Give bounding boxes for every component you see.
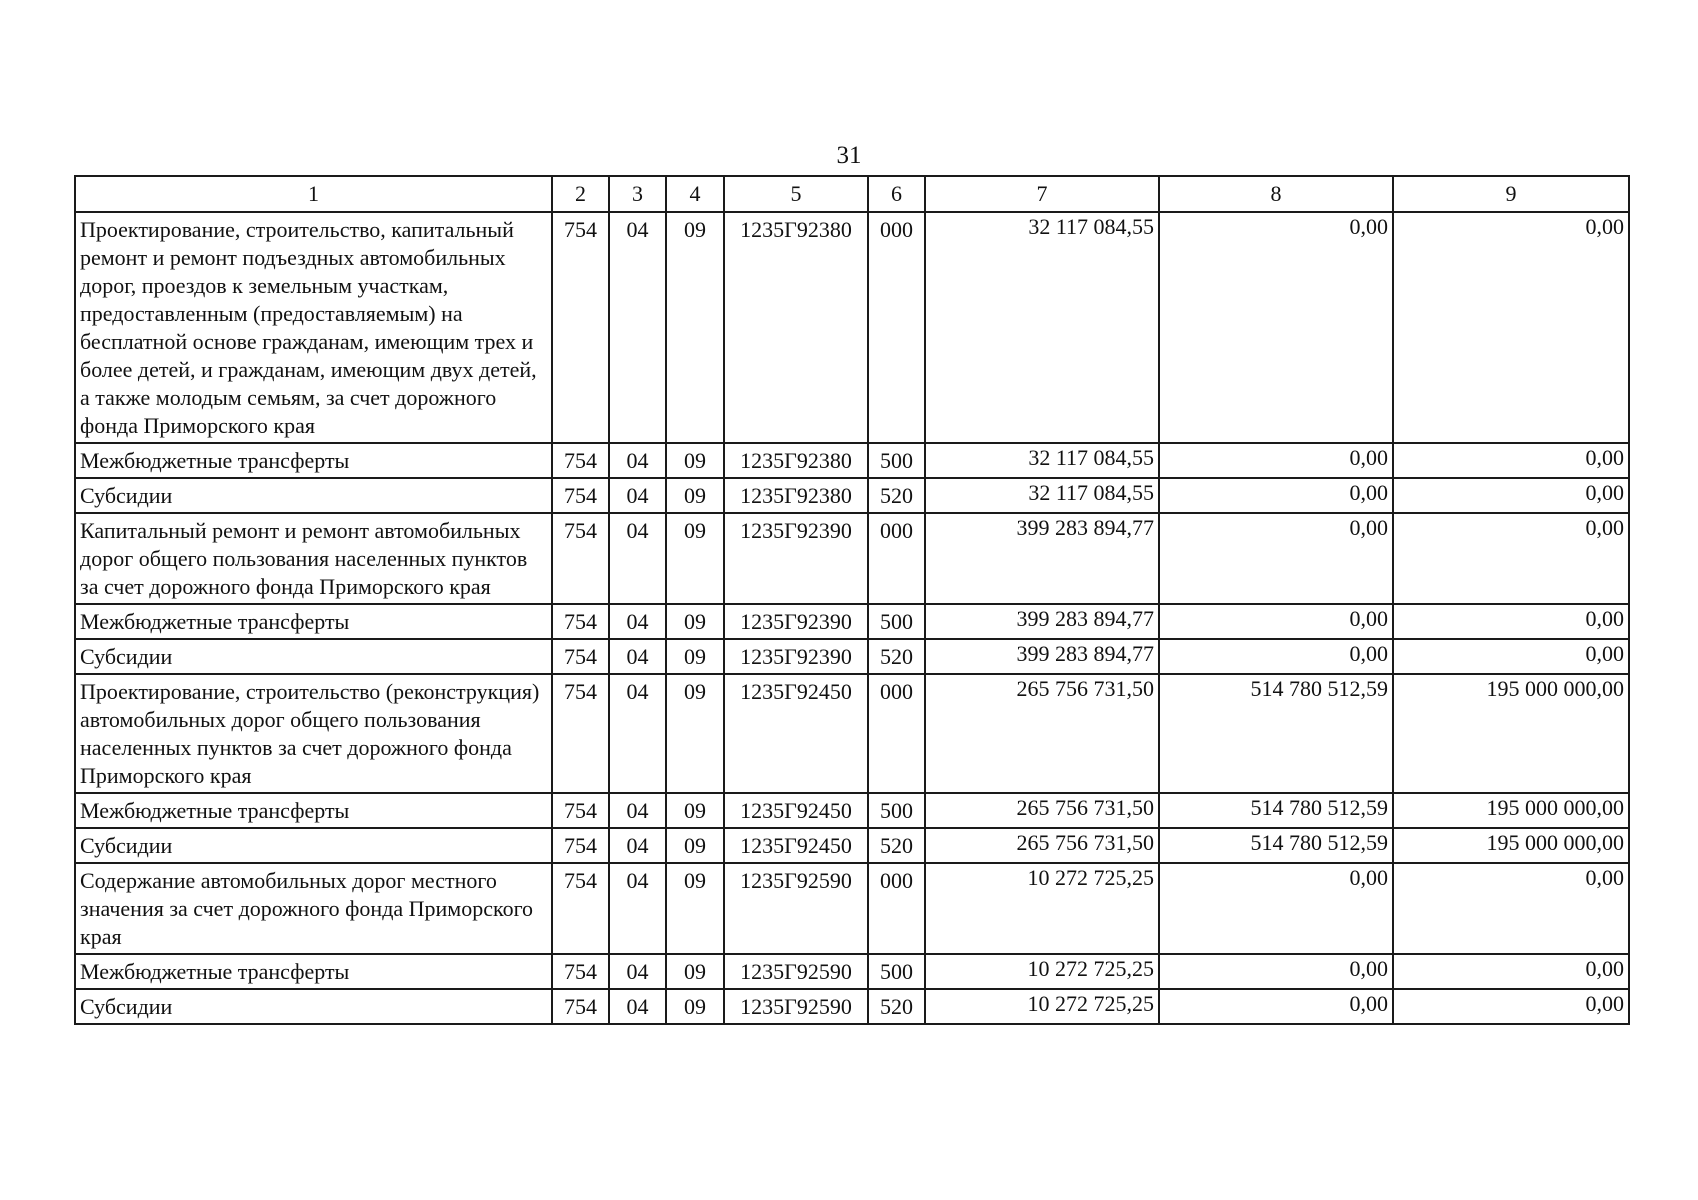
subsection-code-cell: 09 xyxy=(666,513,724,604)
header-cell: 6 xyxy=(868,176,925,212)
expense-type-cell: 520 xyxy=(868,828,925,863)
header-cell: 1 xyxy=(75,176,552,212)
table-row xyxy=(75,443,1629,478)
subsection-code-cell: 09 xyxy=(666,989,724,1024)
section-code-cell: 04 xyxy=(609,443,666,478)
row-name-cell: Субсидии xyxy=(75,478,552,513)
expense-type-cell: 000 xyxy=(868,674,925,793)
header-row xyxy=(75,176,1629,212)
amount-col9-cell: 0,00 xyxy=(1393,954,1629,989)
target-code-cell: 1235Г92380 xyxy=(724,212,868,443)
page-number: 31 xyxy=(836,142,862,169)
subsection-code-cell: 09 xyxy=(666,863,724,954)
header-cell: 2 xyxy=(552,176,609,212)
amount-col7-cell: 10 272 725,25 xyxy=(925,954,1159,989)
expense-type-cell: 000 xyxy=(868,513,925,604)
expense-type-cell: 500 xyxy=(868,793,925,828)
target-code-cell: 1235Г92450 xyxy=(724,828,868,863)
row-name-cell: Межбюджетные трансферты xyxy=(75,443,552,478)
table-row xyxy=(75,989,1629,1024)
ministry-code-cell: 754 xyxy=(552,793,609,828)
ministry-code-cell: 754 xyxy=(552,828,609,863)
amount-col7-cell: 10 272 725,25 xyxy=(925,989,1159,1024)
ministry-code-cell: 754 xyxy=(552,604,609,639)
row-name-cell: Субсидии xyxy=(75,989,552,1024)
amount-col8-cell: 0,00 xyxy=(1159,443,1393,478)
section-code-cell: 04 xyxy=(609,478,666,513)
expense-type-cell: 520 xyxy=(868,639,925,674)
subsection-code-cell: 09 xyxy=(666,212,724,443)
subsection-code-cell: 09 xyxy=(666,443,724,478)
table-row xyxy=(75,954,1629,989)
subsection-code-cell: 09 xyxy=(666,793,724,828)
amount-col8-cell: 0,00 xyxy=(1159,989,1393,1024)
row-name-cell: Межбюджетные трансферты xyxy=(75,793,552,828)
table-row xyxy=(75,513,1629,604)
expense-type-cell: 500 xyxy=(868,954,925,989)
amount-col8-cell: 514 780 512,59 xyxy=(1159,828,1393,863)
table-row xyxy=(75,639,1629,674)
subsection-code-cell: 09 xyxy=(666,639,724,674)
amount-col8-cell: 0,00 xyxy=(1159,212,1393,443)
amount-col9-cell: 195 000 000,00 xyxy=(1393,828,1629,863)
amount-col9-cell: 195 000 000,00 xyxy=(1393,674,1629,793)
section-code-cell: 04 xyxy=(609,212,666,443)
amount-col9-cell: 0,00 xyxy=(1393,212,1629,443)
section-code-cell: 04 xyxy=(609,793,666,828)
section-code-cell: 04 xyxy=(609,604,666,639)
expense-type-cell: 520 xyxy=(868,478,925,513)
ministry-code-cell: 754 xyxy=(552,674,609,793)
table-row xyxy=(75,604,1629,639)
section-code-cell: 04 xyxy=(609,828,666,863)
target-code-cell: 1235Г92590 xyxy=(724,863,868,954)
table-row xyxy=(75,793,1629,828)
section-code-cell: 04 xyxy=(609,863,666,954)
amount-col9-cell: 0,00 xyxy=(1393,443,1629,478)
amount-col7-cell: 399 283 894,77 xyxy=(925,604,1159,639)
header-cell: 9 xyxy=(1393,176,1629,212)
amount-col9-cell: 0,00 xyxy=(1393,513,1629,604)
subsection-code-cell: 09 xyxy=(666,674,724,793)
expense-type-cell: 500 xyxy=(868,604,925,639)
header-cell: 7 xyxy=(925,176,1159,212)
amount-col9-cell: 0,00 xyxy=(1393,639,1629,674)
header-cell: 8 xyxy=(1159,176,1393,212)
amount-col9-cell: 195 000 000,00 xyxy=(1393,793,1629,828)
row-name-cell: Капитальный ремонт и ремонт автомобильных дорог общего пользования населенных пунктов за счет дорожного фонда Приморского края xyxy=(75,513,552,604)
target-code-cell: 1235Г92390 xyxy=(724,604,868,639)
target-code-cell: 1235Г92590 xyxy=(724,954,868,989)
target-code-cell: 1235Г92390 xyxy=(724,639,868,674)
table-row xyxy=(75,674,1629,793)
subsection-code-cell: 09 xyxy=(666,954,724,989)
expense-type-cell: 500 xyxy=(868,443,925,478)
ministry-code-cell: 754 xyxy=(552,443,609,478)
table-row xyxy=(75,212,1629,443)
row-name-cell: Проектирование, строительство (реконструкция) автомобильных дорог общего пользования населенных пунктов за счет дорожного фонда Приморского края xyxy=(75,674,552,793)
amount-col8-cell: 0,00 xyxy=(1159,639,1393,674)
amount-col9-cell: 0,00 xyxy=(1393,604,1629,639)
amount-col9-cell: 0,00 xyxy=(1393,478,1629,513)
amount-col7-cell: 399 283 894,77 xyxy=(925,513,1159,604)
subsection-code-cell: 09 xyxy=(666,604,724,639)
amount-col7-cell: 32 117 084,55 xyxy=(925,212,1159,443)
amount-col7-cell: 32 117 084,55 xyxy=(925,478,1159,513)
ministry-code-cell: 754 xyxy=(552,212,609,443)
amount-col7-cell: 32 117 084,55 xyxy=(925,443,1159,478)
section-code-cell: 04 xyxy=(609,989,666,1024)
amount-col8-cell: 0,00 xyxy=(1159,513,1393,604)
section-code-cell: 04 xyxy=(609,954,666,989)
expense-type-cell: 000 xyxy=(868,212,925,443)
amount-col8-cell: 0,00 xyxy=(1159,863,1393,954)
expense-type-cell: 000 xyxy=(868,863,925,954)
section-code-cell: 04 xyxy=(609,639,666,674)
amount-col8-cell: 514 780 512,59 xyxy=(1159,674,1393,793)
target-code-cell: 1235Г92380 xyxy=(724,443,868,478)
row-name-cell: Межбюджетные трансферты xyxy=(75,604,552,639)
header-cell: 5 xyxy=(724,176,868,212)
ministry-code-cell: 754 xyxy=(552,639,609,674)
row-name-cell: Субсидии xyxy=(75,828,552,863)
target-code-cell: 1235Г92590 xyxy=(724,989,868,1024)
amount-col7-cell: 265 756 731,50 xyxy=(925,674,1159,793)
amount-col8-cell: 514 780 512,59 xyxy=(1159,793,1393,828)
target-code-cell: 1235Г92450 xyxy=(724,793,868,828)
table-row xyxy=(75,863,1629,954)
amount-col7-cell: 399 283 894,77 xyxy=(925,639,1159,674)
table-row xyxy=(75,828,1629,863)
target-code-cell: 1235Г92450 xyxy=(724,674,868,793)
subsection-code-cell: 09 xyxy=(666,478,724,513)
row-name-cell: Содержание автомобильных дорог местного значения за счет дорожного фонда Приморского края xyxy=(75,863,552,954)
section-code-cell: 04 xyxy=(609,674,666,793)
amount-col7-cell: 10 272 725,25 xyxy=(925,863,1159,954)
amount-col9-cell: 0,00 xyxy=(1393,863,1629,954)
row-name-cell: Проектирование, строительство, капитальный ремонт и ремонт подъездных автомобильных дорог, проездов к земельным участкам, предоставленным (предоставляемым) на бесплатной основе гражданам, имеющим трех и более детей, и гражданам, имеющим двух детей, а также молодым семьям, за счет дорожного фонда Приморского края xyxy=(75,212,552,443)
amount-col8-cell: 0,00 xyxy=(1159,954,1393,989)
row-name-cell: Межбюджетные трансферты xyxy=(75,954,552,989)
amount-col7-cell: 265 756 731,50 xyxy=(925,828,1159,863)
subsection-code-cell: 09 xyxy=(666,828,724,863)
row-name-cell: Субсидии xyxy=(75,639,552,674)
target-code-cell: 1235Г92390 xyxy=(724,513,868,604)
amount-col8-cell: 0,00 xyxy=(1159,604,1393,639)
ministry-code-cell: 754 xyxy=(552,478,609,513)
section-code-cell: 04 xyxy=(609,513,666,604)
ministry-code-cell: 754 xyxy=(552,954,609,989)
ministry-code-cell: 754 xyxy=(552,513,609,604)
amount-col7-cell: 265 756 731,50 xyxy=(925,793,1159,828)
amount-col8-cell: 0,00 xyxy=(1159,478,1393,513)
header-cell: 3 xyxy=(609,176,666,212)
amount-col9-cell: 0,00 xyxy=(1393,989,1629,1024)
header-cell: 4 xyxy=(666,176,724,212)
ministry-code-cell: 754 xyxy=(552,989,609,1024)
table-row xyxy=(75,478,1629,513)
expense-type-cell: 520 xyxy=(868,989,925,1024)
target-code-cell: 1235Г92380 xyxy=(724,478,868,513)
ministry-code-cell: 754 xyxy=(552,863,609,954)
budget-table xyxy=(74,175,1630,1025)
